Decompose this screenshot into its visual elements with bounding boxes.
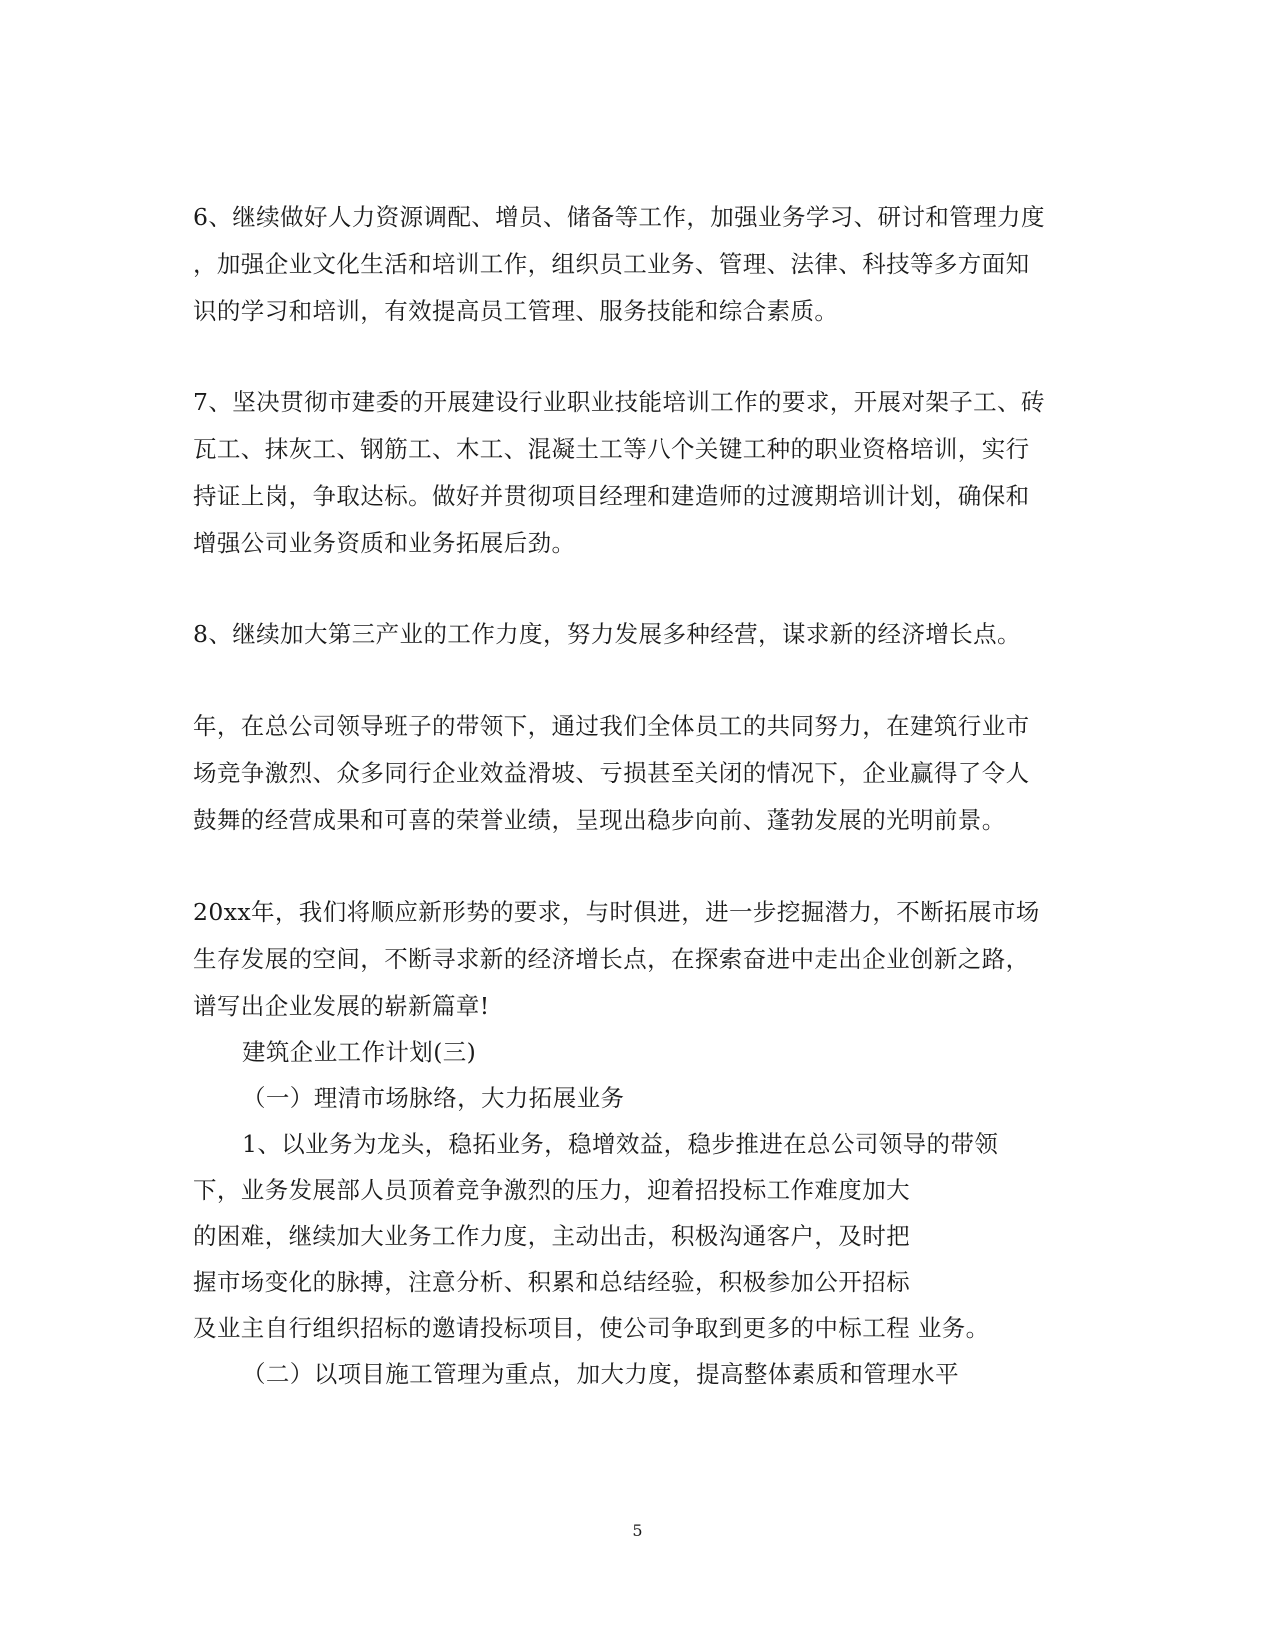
paragraph-6-line-2: ，加强企业文化生活和培训工作，组织员工业务、管理、法律、科技等多方面知	[193, 250, 1030, 278]
item-1-line-4: 握市场变化的脉搏，注意分析、积累和总结经验，积极参加公开招标	[193, 1268, 910, 1296]
item-1-line-3: 的困难，继续加大业务工作力度，主动出击，积极沟通客户，及时把	[193, 1222, 910, 1250]
section-title: 建筑企业工作计划(三)	[242, 1038, 477, 1066]
item-1-line-5: 及业主自行组织招标的邀请投标项目，使公司争取到更多的中标工程 业务。	[193, 1314, 990, 1342]
section-heading-1: （一）理清市场脉络，大力拓展业务	[242, 1084, 625, 1112]
paragraph-7-line-2: 瓦工、抹灰工、钢筋工、木工、混凝土工等八个关键工种的职业资格培训，实行	[193, 435, 1030, 463]
paragraph-6-line-1: 6、继续做好人力资源调配、增员、储备等工作，加强业务学习、研讨和管理力度	[193, 203, 1045, 231]
outlook-line-1: 20xx年，我们将顺应新形势的要求，与时俱进，进一步挖掘潜力，不断拓展市场	[193, 898, 1040, 926]
summary-line-1: 年，在总公司领导班子的带领下，通过我们全体员工的共同努力，在建筑行业市	[193, 712, 1030, 740]
section-heading-2: （二）以项目施工管理为重点，加大力度，提高整体素质和管理水平	[242, 1360, 959, 1388]
item-1-line-2: 下，业务发展部人员顶着竞争激烈的压力，迎着招投标工作难度加大	[193, 1176, 910, 1204]
summary-line-2: 场竞争激烈、众多同行企业效益滑坡、亏损甚至关闭的情况下，企业赢得了令人	[193, 759, 1030, 787]
summary-line-3: 鼓舞的经营成果和可喜的荣誉业绩，呈现出稳步向前、蓬勃发展的光明前景。	[193, 806, 1006, 834]
paragraph-7-line-3: 持证上岗，争取达标。做好并贯彻项目经理和建造师的过渡期培训计划，确保和	[193, 482, 1030, 510]
item-1-line-1: 1、以业务为龙头，稳拓业务，稳增效益，稳步推进在总公司领导的带领	[242, 1130, 999, 1158]
paragraph-7-line-4: 增强公司业务资质和业务拓展后劲。	[193, 529, 576, 557]
outlook-line-3: 谱写出企业发展的崭新篇章!	[193, 992, 490, 1020]
outlook-line-2: 生存发展的空间，不断寻求新的经济增长点，在探索奋进中走出企业创新之路，	[193, 945, 1030, 973]
paragraph-8-line-1: 8、继续加大第三产业的工作力度，努力发展多种经营，谋求新的经济增长点。	[193, 620, 1021, 648]
paragraph-6-line-3: 识的学习和培训，有效提高员工管理、服务技能和综合素质。	[193, 297, 839, 325]
paragraph-7-line-1: 7、坚决贯彻市建委的开展建设行业职业技能培训工作的要求，开展对架子工、砖	[193, 388, 1045, 416]
page-number: 5	[632, 1521, 643, 1540]
